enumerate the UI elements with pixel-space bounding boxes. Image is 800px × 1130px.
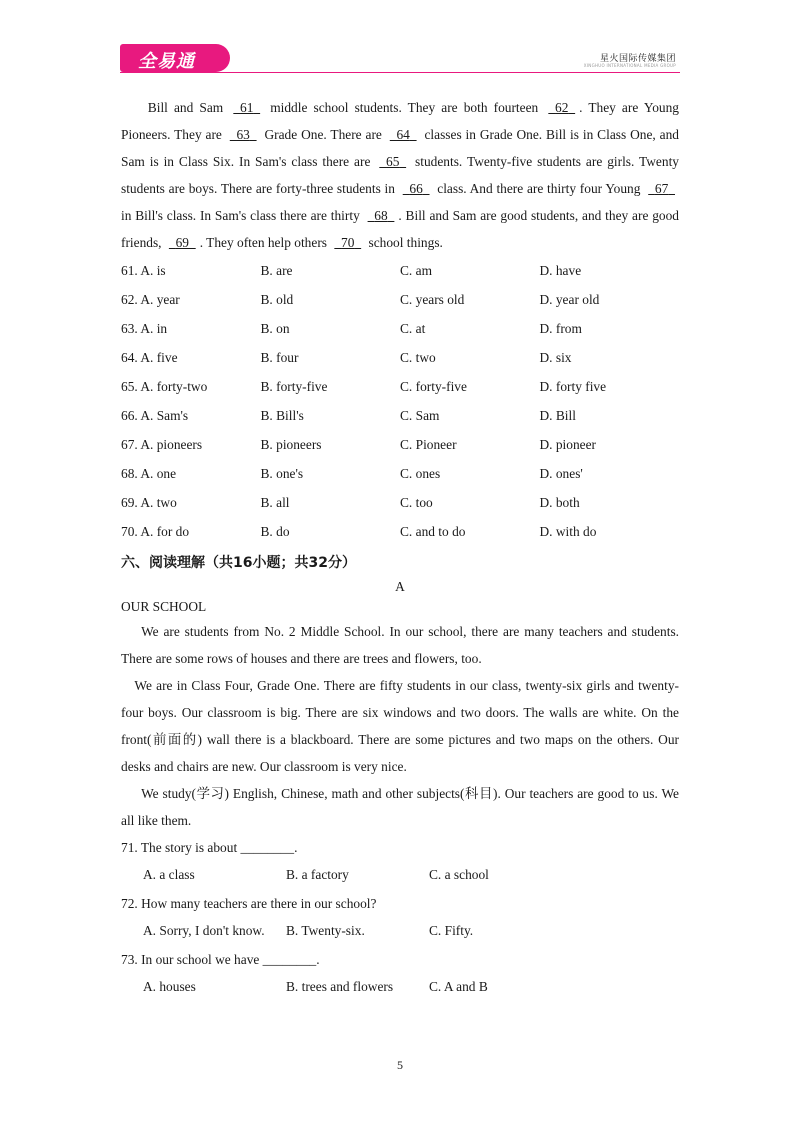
option-a: 62. A. year	[121, 292, 180, 307]
logo-text: 全易通	[138, 51, 195, 72]
option-c: C. two	[400, 350, 436, 365]
option-b: B. forty-five	[260, 379, 328, 394]
cloze-blank: 63	[236, 127, 250, 142]
question-options	[121, 917, 679, 944]
option-a: 65. A. forty-two	[121, 379, 208, 394]
passage-label: A	[395, 579, 405, 594]
option-c: C. years old	[400, 292, 465, 307]
option-b: B. Bill's	[260, 408, 304, 423]
question-row	[121, 343, 679, 372]
cloze-text: class. And there are thirty four Young	[433, 181, 645, 196]
option-c: C. Pioneer	[400, 437, 457, 452]
option-d: D. with do	[539, 524, 597, 539]
question-row	[121, 372, 679, 401]
option-d: D. ones'	[539, 466, 583, 481]
page-content	[121, 94, 679, 1000]
cloze-blank: 65	[386, 154, 400, 169]
option-c: C. a school	[429, 867, 489, 882]
cloze-blank: 62	[555, 100, 569, 115]
option-d: D. have	[539, 263, 582, 278]
publisher-subtitle: XINGHUO INTERNATIONAL MEDIA GROUP	[583, 63, 676, 68]
cloze-text: . They often help others	[199, 235, 331, 250]
cloze-text: Bill and Sam	[147, 100, 230, 115]
option-c: C. and to do	[400, 524, 466, 539]
option-b: B. do	[260, 524, 290, 539]
option-b: B. a factory	[286, 867, 349, 882]
question-options	[121, 973, 679, 1000]
passage-title: OUR SCHOOL	[121, 599, 207, 614]
option-d: D. year old	[539, 292, 600, 307]
option-b: B. all	[260, 495, 290, 510]
page-header	[0, 0, 800, 80]
passage-paragraph: We are in Class Four, Grade One. There are fifty students in our class, twenty-six girls and twenty-four boys. Our classroom is big. There are six windows and two doors. The walls are white. On the front(前面的) wall there is a blackboard. There are some pictures and two maps on the others. Our desks and chairs are new. Our classroom is very nice.	[121, 678, 679, 774]
option-a: 66. A. Sam's	[121, 408, 189, 423]
cloze-blank: 64	[396, 127, 410, 142]
option-c: C. too	[400, 495, 433, 510]
option-c: C. Fifty.	[429, 923, 474, 938]
section-title: 六、阅读理解（共16小题；共32分）	[121, 555, 356, 571]
option-b: B. are	[260, 263, 293, 278]
option-b: B. four	[260, 350, 299, 365]
cloze-text: school things.	[365, 235, 443, 250]
cloze-blank: 66	[409, 181, 423, 196]
option-c: C. A and B	[429, 979, 488, 994]
question-options	[121, 861, 679, 888]
option-c: C. at	[400, 321, 426, 336]
page-number: 5	[397, 1058, 403, 1072]
passage-paragraph: We are students from No. 2 Middle School. In our school, there are many teachers and students. There are some rows of houses and there are trees and flowers, too.	[121, 624, 679, 666]
question-stem: 71. The story is about ________.	[121, 840, 298, 855]
question-row	[121, 256, 679, 285]
question-stem: 72. How many teachers are there in our school?	[121, 896, 377, 911]
cloze-text: classes in Grade One. Bill is in Class One, and Sam is in Class Six. In Sam's class there are	[121, 127, 679, 169]
question-row	[121, 459, 679, 488]
option-d: D. Bill	[539, 408, 576, 423]
option-b: B. trees and flowers	[286, 979, 394, 994]
cloze-passage	[121, 94, 679, 256]
question-stem: 73. In our school we have ________.	[121, 952, 320, 967]
question-row	[121, 517, 679, 546]
option-a: A. houses	[143, 979, 196, 994]
option-a: 68. A. one	[121, 466, 177, 481]
option-a: 69. A. two	[121, 495, 177, 510]
option-d: D. from	[539, 321, 582, 336]
brand-logo	[120, 44, 230, 72]
cloze-blank: 68	[374, 208, 388, 223]
option-d: D. pioneer	[539, 437, 597, 452]
cloze-text: middle school students. They are both fourteen	[264, 100, 545, 115]
option-a: 64. A. five	[121, 350, 178, 365]
publisher-name: 星火国际传媒集团	[599, 54, 676, 64]
question-row	[121, 430, 679, 459]
option-a: A. Sorry, I don't know.	[143, 923, 265, 938]
question-row	[121, 285, 679, 314]
option-d: D. forty five	[539, 379, 607, 394]
option-a: 63. A. in	[121, 321, 168, 336]
question-row	[121, 314, 679, 343]
option-a: A. a class	[143, 867, 195, 882]
option-b: B. Twenty-six.	[286, 923, 365, 938]
option-c: C. Sam	[400, 408, 440, 423]
header-rule	[120, 72, 680, 73]
question-row	[121, 401, 679, 430]
option-b: B. old	[260, 292, 294, 307]
option-c: C. forty-five	[400, 379, 467, 394]
cloze-text: in Bill's class. In Sam's class there are thirty	[121, 208, 364, 223]
cloze-text: . Bill and Sam are good students, and they are good friends,	[121, 208, 679, 250]
cloze-blank: 67	[654, 181, 669, 196]
option-a: 70. A. for do	[121, 524, 190, 539]
option-a: 61. A. is	[121, 263, 166, 278]
option-d: D. both	[539, 495, 580, 510]
option-b: B. one's	[260, 466, 304, 481]
cloze-blank: 70	[341, 235, 355, 250]
option-b: B. on	[260, 321, 290, 336]
passage-paragraph: We study(学习) English, Chinese, math and other subjects(科目). Our teachers are good to us. We all like them.	[121, 786, 679, 828]
question-row	[121, 488, 679, 517]
cloze-text: . They are Young Pioneers. They are	[121, 100, 679, 142]
option-b: B. pioneers	[260, 437, 322, 452]
cloze-options	[121, 256, 679, 546]
option-c: C. am	[400, 263, 432, 278]
cloze-blank: 69	[175, 235, 189, 250]
option-a: 67. A. pioneers	[121, 437, 203, 452]
cloze-text: Grade One. There are	[260, 127, 386, 142]
option-d: D. six	[539, 350, 572, 365]
cloze-blank: 61	[240, 100, 254, 115]
cloze-text: students. Twenty-five students are girls. Twenty students are boys. There are forty-three students in	[121, 154, 679, 196]
option-c: C. ones	[400, 466, 441, 481]
